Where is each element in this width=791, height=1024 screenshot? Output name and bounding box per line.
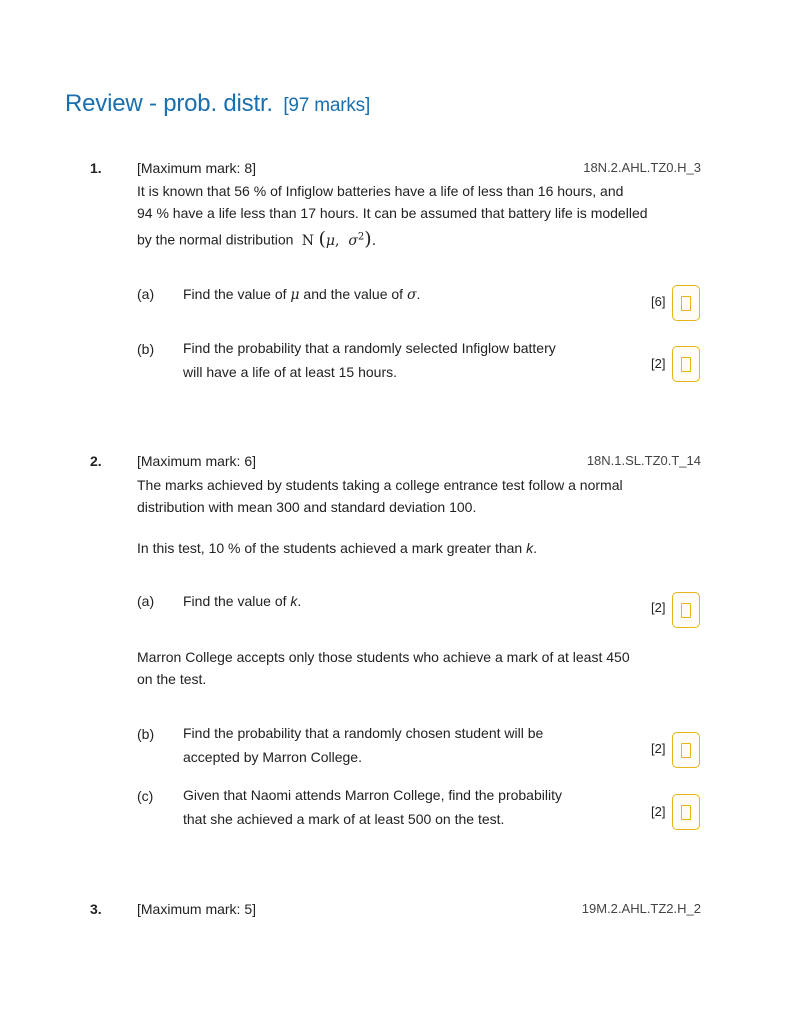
question-1-part-b-label: (b) — [137, 341, 155, 357]
question-2-intro-line-2: distribution with mean 300 and standard deviation 100. — [137, 499, 477, 515]
question-2-part-a-text-pre: Find the value of — [183, 593, 287, 609]
sigma-symbol: σ — [406, 287, 417, 303]
normal-distribution-formula: N (μ, $\sigma^2$). — [297, 227, 377, 250]
question-2-part-a-marks: [2] — [651, 600, 666, 615]
question-2-part-b-answer-button[interactable] — [672, 732, 700, 768]
page-title — [65, 90, 370, 118]
question-2-intro-line-3: In this test, 10 % of the students achieved a mark greater than k. — [137, 540, 537, 556]
question-1-part-b-answer-button[interactable] — [672, 346, 700, 382]
question-2-part-a-label: (a) — [137, 593, 155, 609]
question-2-number: 2. — [90, 453, 102, 469]
question-1-part-b-text — [183, 336, 556, 384]
question-1-part-a-text: Find the value of μ and the value of σ. — [183, 286, 421, 303]
total-marks: [97 marks] — [283, 95, 371, 116]
question-2-code: 18N.1.SL.TZ0.T_14 — [586, 453, 701, 468]
question-2-part-c-line-2: that she achieved a mark of at least 500 on the test. — [183, 811, 505, 827]
question-2-intro-var: k — [526, 540, 534, 556]
question-1-intro-line-1: It is known that 56 % of Infiglow batteries have a life of less than 16 hours, and — [137, 183, 624, 199]
question-2-mid-line-1: Marron College accepts only those students who achieve a mark of at least 450 — [137, 649, 630, 665]
question-2-mid-text — [137, 646, 630, 690]
question-2-part-c-marks: [2] — [651, 804, 666, 819]
question-1-part-a-label: (a) — [137, 286, 155, 302]
question-2-max-mark: [Maximum mark: 6] — [137, 453, 257, 469]
mu-symbol: μ — [290, 287, 300, 303]
question-2-part-b-line-1: Find the probability that a randomly chosen student will be — [183, 725, 544, 741]
question-2-intro-line-3-text: In this test, 10 % of the students achieved a mark greater than — [137, 540, 523, 556]
question-1-part-b-marks: [2] — [651, 356, 666, 371]
question-3-number: 3. — [90, 901, 102, 917]
question-2-part-a-text: Find the value of k. — [183, 593, 302, 609]
question-2-part-b-marks: [2] — [651, 741, 666, 756]
title-text: Review - prob. distr. — [65, 90, 273, 117]
question-1-part-a-marks: [6] — [651, 294, 666, 309]
question-2-part-c-text — [183, 783, 562, 831]
question-2-part-c-label: (c) — [137, 788, 154, 804]
question-2-intro — [137, 474, 623, 518]
question-2-mid-line-2: on the test. — [137, 671, 207, 687]
question-1-max-mark: [Maximum mark: 8] — [137, 160, 257, 176]
question-2-part-b-text — [183, 721, 543, 769]
question-1-number: 1. — [90, 160, 102, 176]
answer-box-icon — [681, 743, 691, 758]
question-1-part-b-line-1: Find the probability that a randomly selected Infiglow battery — [183, 340, 556, 356]
question-2-part-a-answer-button[interactable] — [672, 592, 700, 628]
question-1-intro — [137, 180, 648, 252]
question-2-part-a-var: k — [290, 593, 298, 609]
question-1-part-a-answer-button[interactable] — [672, 285, 700, 321]
question-3-max-mark: [Maximum mark: 5] — [137, 901, 257, 917]
answer-box-icon — [681, 296, 691, 311]
answer-box-icon — [681, 805, 691, 820]
question-1-intro-line-3-text: by the normal distribution — [137, 231, 294, 248]
question-1-code: 18N.2.AHL.TZ0.H_3 — [583, 160, 701, 175]
answer-box-icon — [681, 603, 691, 618]
question-2-part-b-line-2: accepted by Marron College. — [183, 749, 362, 765]
answer-box-icon — [681, 357, 691, 372]
question-2-part-c-line-1: Given that Naomi attends Marron College, find the probability — [183, 787, 562, 803]
question-1-part-b-line-2: will have a life of at least 15 hours. — [183, 364, 398, 380]
question-2-intro-line-1: The marks achieved by students taking a college entrance test follow a normal — [137, 477, 623, 493]
question-2-part-c-answer-button[interactable] — [672, 794, 700, 830]
question-1-part-a-text-pre: Find the value of — [183, 286, 287, 302]
question-1-part-a-text-mid: and the value of — [303, 286, 404, 302]
question-2-part-b-label: (b) — [137, 726, 155, 742]
question-1-intro-line-2: 94 % have a life less than 17 hours. It can be assumed that battery life is modelled — [137, 205, 648, 221]
question-1-intro-line-3 — [137, 226, 648, 252]
question-3-code: 19M.2.AHL.TZ2.H_2 — [581, 901, 701, 916]
